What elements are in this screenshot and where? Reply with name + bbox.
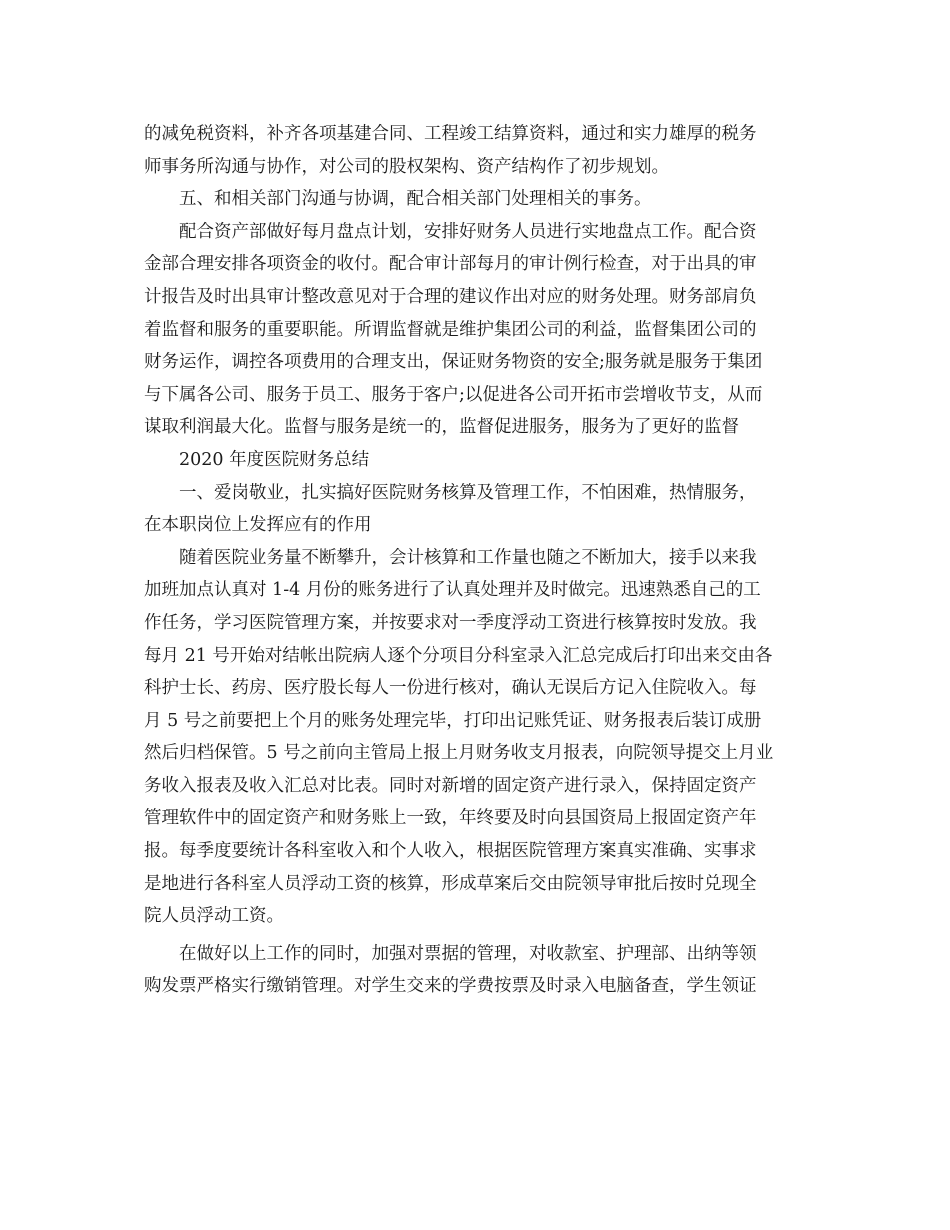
paragraph [144, 444, 808, 477]
text-line: 加班加点认真对 1-4 月份的账务进行了认真处理并及时做完。迅速熟悉自己的工 [144, 580, 761, 601]
text-line: 在做好以上工作的同时，加强对票据的管理，对收款室、护理部、出纳等领 [179, 943, 757, 964]
text-line: 配合资产部做好每月盘点计划，安排好财务人员进行实地盘点工作。配合资 [179, 221, 757, 242]
text-line: 金部合理安排各项资金的收付。配合审计部每月的审计例行检查，对于出具的审 [144, 254, 757, 275]
text-line: 与下属各公司、服务于员工、服务于客户;以促进各公司开拓市尝增收节支，从而 [144, 384, 763, 405]
paragraph [144, 938, 808, 1003]
paragraph [144, 477, 808, 542]
text-line: 月 5 号之前要把上个月的账务处理完毕，打印出记账凭证、财务报表后装订成册 [144, 710, 762, 731]
text-line: 着监督和服务的重要职能。所谓监督就是维护集团公司的利益，监督集团公司的 [144, 319, 757, 340]
text-line: 报。每季度要统计各科室收入和个人收入，根据医院管理方案真实准确、实事求 [144, 841, 757, 862]
text-line: 随着医院业务量不断攀升，会计核算和工作量也随之不断加大，接手以来我 [179, 547, 757, 568]
section-heading: 在本职岗位上发挥应有的作用 [144, 515, 372, 536]
text-line: 师事务所沟通与协作，对公司的股权架构、资产结构作了初步规划。 [144, 156, 669, 177]
text-line: 每月 21 号开始对结帐出院病人逐个分项目分科室录入汇总完成后打印出来交由各 [144, 645, 773, 666]
section-heading: 一、爱岗敬业，扎实搞好医院财务核算及管理工作，不怕困难，热情服务， [179, 482, 757, 503]
text-line: 务收入报表及收入汇总对比表。同时对新增的固定资产进行录入，保持固定资产 [144, 775, 757, 796]
paragraph [144, 216, 808, 444]
text-line: 院人员浮动工资。 [144, 906, 284, 927]
document-title: 2020 年度医院财务总结 [179, 449, 370, 470]
section-heading: 五、和相关部门沟通与协调，配合相关部门处理相关的事务。 [179, 189, 652, 210]
paragraph [144, 183, 808, 216]
text-line: 谋取利润最大化。监督与服务是统一的，监督促进服务，服务为了更好的监督 [144, 417, 739, 438]
text-line: 科护士长、药房、医疗股长每人一份进行核对，确认无误后方记入住院收入。每 [144, 678, 757, 699]
paragraph [144, 542, 808, 933]
document-body [144, 118, 808, 1003]
text-line: 作任务，学习医院管理方案，并按要求对一季度浮动工资进行核算按时发放。我 [144, 612, 757, 633]
paragraph [144, 118, 808, 183]
text-line: 是地进行各科室人员浮动工资的核算，形成草案后交由院领导审批后按时兑现全 [144, 873, 757, 894]
text-line: 购发票严格实行缴销管理。对学生交来的学费按票及时录入电脑备查，学生领证 [144, 976, 757, 997]
text-line: 财务运作，调控各项费用的合理支出，保证财务物资的安全;服务就是服务于集团 [144, 352, 763, 373]
text-line: 的减免税资料，补齐各项基建合同、工程竣工结算资料，通过和实力雄厚的税务 [144, 124, 757, 144]
text-line: 管理软件中的固定资产和财务账上一致，年终要及时向县国资局上报固定资产年 [144, 808, 757, 829]
text-line: 计报告及时出具审计整改意见对于合理的建议作出对应的财务处理。财务部肩负 [144, 286, 757, 307]
text-line: 然后归档保管。5 号之前向主管局上报上月财务收支月报表，向院领导提交上月业 [144, 743, 774, 764]
